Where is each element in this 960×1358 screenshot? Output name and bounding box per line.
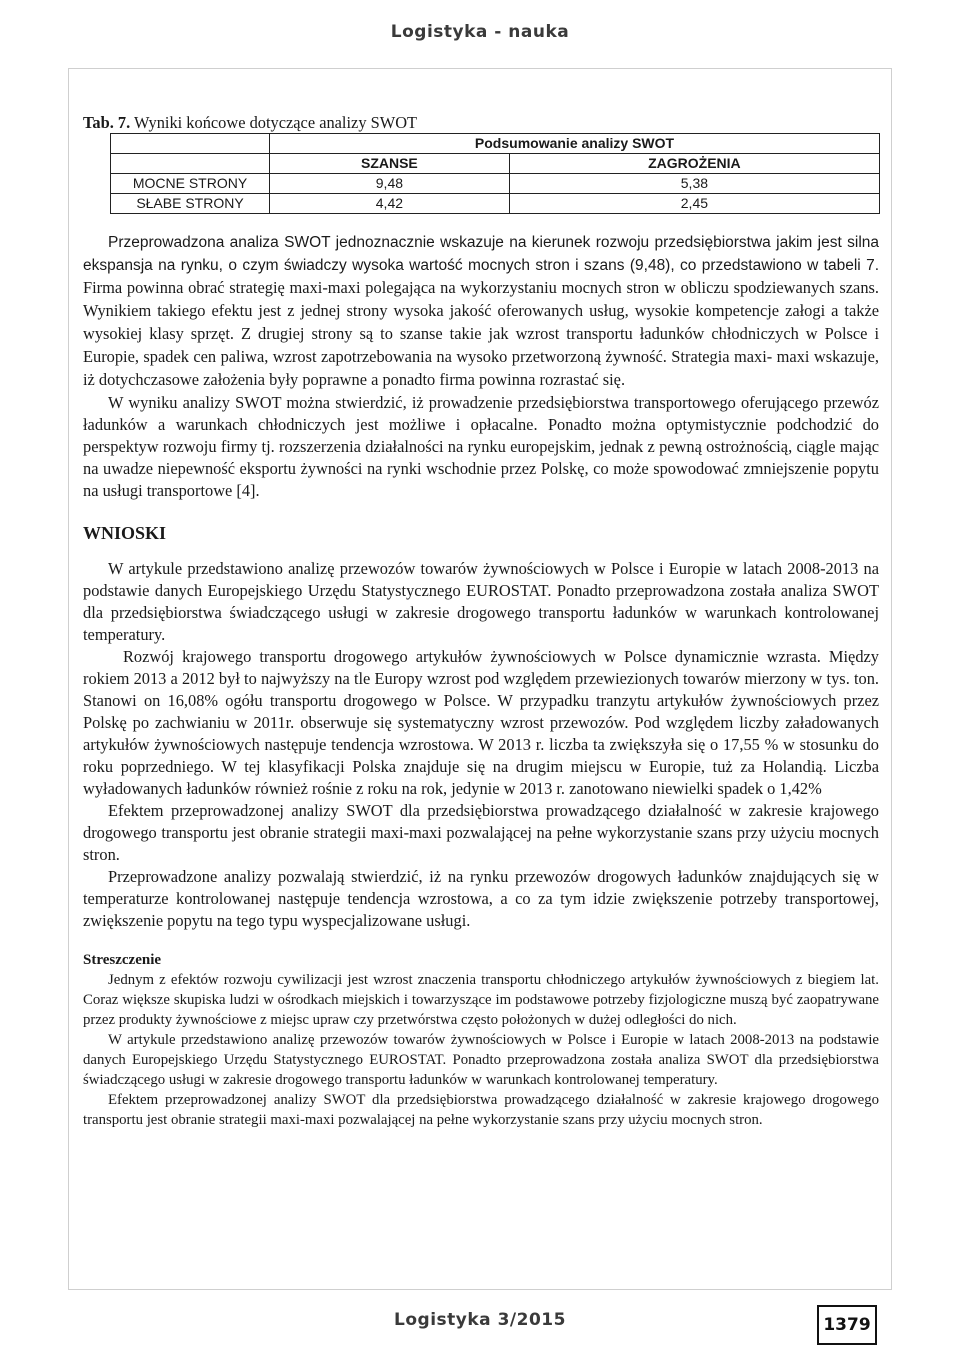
table-cell: 2,45 bbox=[509, 194, 879, 214]
column-header: ZAGROŻENIA bbox=[509, 154, 879, 174]
page-number: 1379 bbox=[817, 1305, 877, 1345]
conclusions-paragraph: W artykule przedstawiono analizę przewozów towarów żywnościowych w Polsce i Europie w latach 2008-2013 na podstawie danych Europejskiego Urzędu Statystycznego EUROSTAT. Ponadto przeprowadzona została analiza SWOT dla przedsiębiorstwa świadczącego usługi w zakresie drogowego transportu ładunków w warunkach kontrolowanej temperatury. bbox=[83, 559, 879, 644]
table-row bbox=[111, 194, 880, 214]
conclusions-paragraph: Efektem przeprowadzonej analizy SWOT dla przedsiębiorstwa prowadzącego działalność w zakresie krajowego drogowego transportu jest obranie strategii maxi-maxi pozwalającej na pełne wykorzystanie szans przy użyciu mocnych stron. bbox=[83, 801, 879, 864]
body-paragraph-part: Przeprowadzona analiza SWOT jednoznacznie wskazuje na kierunek rozwoju przedsiębiorstwa jakim jest silna ekspansja na rynku, o czym świadczy wysoka wartość mocnych stron i szans (9,48), co przedstawiono w tabeli 7. bbox=[83, 234, 879, 274]
conclusions-paragraph: Przeprowadzone analizy pozwalają stwierdzić, iż na rynku przewozów drogowych ładunków znajdujących się w temperaturze kontrolowanej następuje tendencja wzrostowa, a co za tym idzie zwiększenie potrzeby transportowej, zwiększenie popytu na tego typu wyspecjalizowane usługi. bbox=[83, 867, 879, 930]
swot-table bbox=[110, 133, 880, 214]
table-corner-cell bbox=[111, 154, 270, 174]
column-header: SZANSE bbox=[270, 154, 510, 174]
table-cell: 9,48 bbox=[270, 174, 510, 194]
summary-paragraph: Jednym z efektów rozwoju cywilizacji jest wzrost znaczenia transportu chłodniczego artykułów żywnościowych z biegiem lat. Coraz większe skupiska ludzi w ośrodkach miejskich i towarzyszące im podstawowe potrzeby fizjologiczne muszą być zaopatrywane przez produkty żywnościowe z miejsc upraw czy przetwórstwa często położonych w dużej odległości do nich. bbox=[83, 972, 879, 1028]
table-cell: 4,42 bbox=[270, 194, 510, 214]
row-header: MOCNE STRONY bbox=[111, 174, 270, 194]
body-paragraph: W wyniku analizy SWOT można stwierdzić, iż prowadzenie przedsiębiorstwa transportowego oferującego przewóz ładunków a warunkach chłodniczych jest możliwe i opłacalne. Ponadto można optymistycznie podchodzić do perspektyw rozwoju firmy tj. rozszerzenia działalności na rynku europejskim, jednak z pewną ostrożnością, ciągle mając na uwadze niepewność eksportu żywności na rynki wschodnie przez Polskę, co może spowodować zmniejszenie popytu na usługi transportowe [4]. bbox=[83, 393, 879, 500]
summary-paragraph: W artykule przedstawiono analizę przewozów towarów żywnościowych w Polsce i Europie w latach 2008-2013 na podstawie danych Europejskiego Urzędu Statystycznego EUROSTAT. Ponadto przeprowadzona została analiza SWOT dla przedsiębiorstwa świadczącego usługi w zakresie drogowego transportu ładunków w warunkach kontrolowanej temperatury. bbox=[83, 1032, 879, 1088]
journal-header: Logistyka - nauka bbox=[390, 22, 570, 42]
table-title-row bbox=[111, 134, 880, 154]
journal-issue: Logistyka 3/2015 bbox=[394, 1310, 566, 1330]
summary-heading: Streszczenie bbox=[83, 952, 162, 968]
body-paragraph bbox=[83, 232, 879, 392]
table-title: Podsumowanie analizy SWOT bbox=[270, 134, 880, 154]
article-content bbox=[83, 113, 879, 1130]
table-caption bbox=[83, 113, 879, 133]
summary-section bbox=[83, 950, 879, 1130]
body-paragraph-part: Firma powinna obrać strategię maxi-maxi polegająca na wykorzystaniu mocnych stron w obliczu spodziewanych szans. Wynikiem takiego efektu jest z jednej strony wysoka jakość oferowanych usług, wysokie kompetencje załogi a także wysokiej klasy sprzęt. Z drugiej strony są to szanse takie jak wzrost transportu ładunków chłodniczych w Polsce i Europie, spadek cen paliwa, wzrost zapotrzebowania na wysoko przetworzoną żywność. Strategia maxi- maxi wskazuje, iż dotychczasowe założenia były poprawne a ponadto firma powinna rozrastać się. bbox=[83, 278, 879, 389]
row-header: SŁABE STRONY bbox=[111, 194, 270, 214]
conclusions-paragraph: Rozwój krajowego transportu drogowego artykułów żywnościowych w Polsce dynamicznie wzrasta. Między rokiem 2013 a 2012 był to najwyższy na tle Europy wzrost pod względem przewiezionych towarów mierzony w tys. ton. Stanowi on 16,08% ogółu transportu drogowego w Polsce. W przypadku tranzytu artykułów żywnościowych przez Polskę po zachwianiu w 2011r. obserwuje się systematyczny wzrost przewozów. Pod względem liczby załadowanych artykułów żywnościowych następuje tendencja wzrostowa. W 2013 r. liczba ta zwiększyła się o 17,55 % w stosunku do roku poprzedniego. W tej klasyfikacji Polska znajduje się na drugim miejscu w Europie, tuż za Holandią. Liczba wyładowanych ładunków również rośnie z roku na rok, jedynie w 2013 r. zanotowano niewielki spadek o 1,42% bbox=[83, 647, 879, 798]
table-corner-cell bbox=[111, 134, 270, 154]
section-heading: WNIOSKI bbox=[83, 523, 167, 543]
table-header-row bbox=[111, 154, 880, 174]
table-cell: 5,38 bbox=[509, 174, 879, 194]
table-row bbox=[111, 174, 880, 194]
table-caption-text: Wyniki końcowe dotyczące analizy SWOT bbox=[130, 113, 418, 132]
summary-paragraph: Efektem przeprowadzonej analizy SWOT dla przedsiębiorstwa prowadzącego działalność w zakresie krajowego drogowego transportu jest obranie strategii maxi-maxi pozwalającej na pełne wykorzystanie szans przy użyciu mocnych stron. bbox=[83, 1092, 879, 1128]
table-number: Tab. 7. bbox=[83, 113, 131, 132]
